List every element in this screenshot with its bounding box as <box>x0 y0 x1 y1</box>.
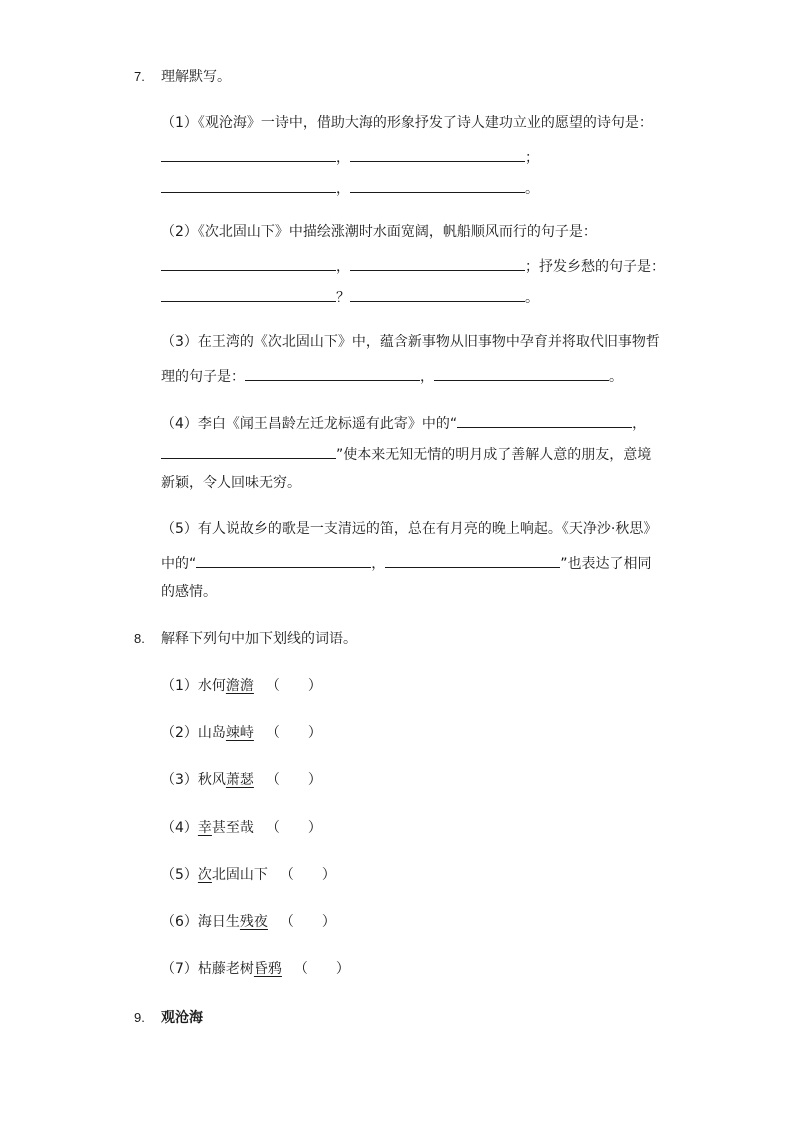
answer-blank[interactable] <box>350 176 525 193</box>
item-prefix: （5） <box>161 867 198 883</box>
separator: ， <box>336 150 350 166</box>
answer-parentheses[interactable]: （ ） <box>279 867 336 883</box>
answer-blank[interactable] <box>350 145 525 162</box>
q8-item <box>161 818 322 838</box>
separator: ； <box>525 150 539 166</box>
answer-parentheses[interactable]: （ ） <box>265 772 322 788</box>
q7-part4-line3: 新颖，令人回味无穷。 <box>161 475 301 491</box>
separator: ， <box>336 181 350 197</box>
answer-parentheses[interactable]: （ ） <box>265 725 322 741</box>
q7-part1-blank-line2 <box>161 176 539 199</box>
item-prefix: （3）秋风 <box>161 772 226 788</box>
underlined-word: 次 <box>197 867 212 883</box>
q7-part1-blank-line1 <box>161 145 539 168</box>
separator: ， <box>371 556 386 572</box>
question-9-header <box>0 1008 794 1028</box>
item-prefix: （2）山岛 <box>161 725 226 741</box>
q8-item <box>161 770 322 790</box>
inline-text: ；抒发乡愁的句子是： <box>525 259 665 275</box>
answer-parentheses[interactable]: （ ） <box>293 961 350 977</box>
separator: ， <box>420 369 434 385</box>
answer-blank[interactable] <box>196 551 371 568</box>
separator: ？ <box>336 290 350 306</box>
question-title: 理解默写。 <box>161 69 231 85</box>
answer-blank[interactable] <box>161 145 336 162</box>
question-number: 7. <box>134 69 145 84</box>
question-title: 解释下列句中加下划线的词语。 <box>161 631 357 647</box>
q8-item <box>161 912 336 932</box>
q7-part1-text: （1）《观沧海》一诗中，借助大海的形象抒发了诗人建功立业的愿望的诗句是： <box>161 115 653 131</box>
q8-item <box>161 676 322 696</box>
answer-blank[interactable] <box>350 285 525 302</box>
q7-part5-text: （5）有人说故乡的歌是一支清远的笛，总在有月亮的晚上响起。《天净沙·秋思》 <box>161 521 658 537</box>
item-prefix: （6）海日生 <box>161 914 240 930</box>
separator: ， <box>336 259 350 275</box>
q7-part3-blank-line <box>161 364 623 387</box>
q7-part4-line2 <box>161 442 651 465</box>
item-prefix: （4） <box>161 820 198 836</box>
question-number: 9. <box>134 1010 145 1025</box>
item-prefix: （1）水何 <box>161 678 226 694</box>
inline-text: ”使本来无知无情的明月成了善解人意的朋友，意境 <box>336 447 652 463</box>
q8-item <box>161 723 322 743</box>
answer-blank[interactable] <box>385 551 560 568</box>
underlined-word: 竦峙 <box>225 725 254 741</box>
q7-part4-line1 <box>161 411 646 434</box>
underlined-word: 萧瑟 <box>225 772 254 788</box>
underlined-word: 昏鸦 <box>253 961 282 977</box>
answer-parentheses[interactable]: （ ） <box>265 678 322 694</box>
separator: 。 <box>609 369 623 385</box>
q7-part3-text: （3）在王湾的《次北固山下》中，蕴含新事物从旧事物中孕育并将取代旧事物哲 <box>161 334 660 350</box>
q7-part2-text: （2）《次北固山下》中描绘涨潮时水面宽阔，帆船顺风而行的句子是： <box>161 224 597 240</box>
item-suffix: 北固山下 <box>211 867 268 883</box>
answer-blank[interactable] <box>161 285 336 302</box>
question-8-header <box>0 629 794 649</box>
underlined-word: 残夜 <box>239 914 268 930</box>
underlined-word: 幸 <box>197 820 212 836</box>
inline-text: ”也表达了相同 <box>560 556 652 572</box>
answer-blank[interactable] <box>161 254 336 271</box>
q8-item <box>161 865 336 885</box>
underlined-word: 澹澹 <box>225 678 254 694</box>
question-title: 观沧海 <box>161 1010 203 1026</box>
q7-part5-line2 <box>161 551 652 574</box>
q7-part2-blank-line1 <box>161 254 665 277</box>
q7-part5-line3: 的感情。 <box>161 584 217 600</box>
item-suffix: 甚至哉 <box>211 820 254 836</box>
question-7-header <box>0 67 794 87</box>
answer-blank[interactable] <box>434 364 609 381</box>
separator: 。 <box>525 290 539 306</box>
inline-text: 中的“ <box>161 556 197 572</box>
answer-parentheses[interactable]: （ ） <box>265 820 322 836</box>
inline-text: （4）李白《闻王昌龄左迁龙标遥有此寄》中的“ <box>161 416 458 432</box>
item-prefix: （7）枯藤老树 <box>161 961 254 977</box>
answer-parentheses[interactable]: （ ） <box>279 914 336 930</box>
inline-text: 理的句子是： <box>161 369 245 385</box>
q8-item <box>161 959 350 979</box>
answer-blank[interactable] <box>457 411 632 428</box>
answer-blank[interactable] <box>350 254 525 271</box>
separator: 。 <box>525 181 539 197</box>
answer-blank[interactable] <box>245 364 420 381</box>
q7-part2-blank-line2 <box>161 285 539 308</box>
answer-blank[interactable] <box>161 176 336 193</box>
separator: ， <box>632 416 647 432</box>
question-number: 8. <box>134 631 145 646</box>
answer-blank[interactable] <box>161 442 336 459</box>
